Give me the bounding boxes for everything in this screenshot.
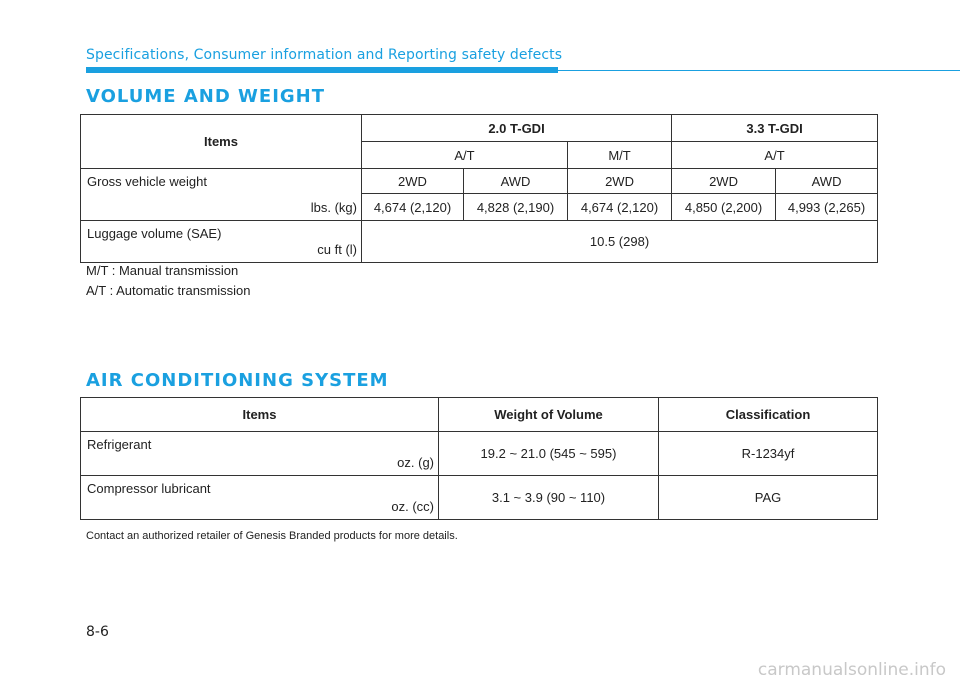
engine-header-3-3: 3.3 T-GDI (672, 115, 878, 142)
gross-weight-row-label (81, 169, 362, 221)
table-cell: 4,993 (2,265) (776, 194, 878, 221)
table-cell: PAG (659, 476, 878, 520)
header-rule-thin (558, 70, 960, 71)
table-cell: 10.5 (298) (362, 221, 878, 263)
transmission-header: M/T (568, 142, 672, 169)
drive-header: AWD (464, 169, 568, 194)
engine-header-2-0: 2.0 T-GDI (362, 115, 672, 142)
drive-header: 2WD (672, 169, 776, 194)
row-label-text: Refrigerant (87, 437, 152, 452)
note-automatic-transmission: A/T : Automatic transmission (86, 283, 251, 298)
items-header: Items (81, 115, 362, 169)
drive-header: 2WD (568, 169, 672, 194)
compressor-lubricant-row-label (81, 476, 439, 520)
table-cell: 19.2 ~ 21.0 (545 ~ 595) (439, 432, 659, 476)
transmission-header: A/T (672, 142, 878, 169)
table-cell: R-1234yf (659, 432, 878, 476)
drive-header: AWD (776, 169, 878, 194)
watermark-text: carmanualsonline.info (757, 660, 946, 680)
volume-weight-title: VOLUME AND WEIGHT (86, 86, 326, 107)
items-header: Items (81, 398, 439, 432)
air-conditioning-title: AIR CONDITIONING SYSTEM (86, 370, 389, 391)
table-cell: 4,674 (2,120) (568, 194, 672, 221)
table-cell: 4,828 (2,190) (464, 194, 568, 221)
weight-header: Weight of Volume (439, 398, 659, 432)
page-number: 8-6 (86, 624, 109, 640)
table-cell: 3.1 ~ 3.9 (90 ~ 110) (439, 476, 659, 520)
row-unit-text: lbs. (kg) (310, 200, 357, 215)
row-label-text: Gross vehicle weight (87, 174, 207, 189)
air-conditioning-table (80, 397, 878, 520)
luggage-volume-row-label (81, 221, 362, 263)
row-unit-text: oz. (cc) (391, 499, 434, 514)
row-label-text: Compressor lubricant (87, 481, 211, 496)
section-header-title: Specifications, Consumer information and Reporting safety defects (86, 47, 563, 63)
retailer-footnote: Contact an authorized retailer of Genesis Branded products for more details. (86, 530, 458, 542)
volume-weight-table (80, 114, 878, 263)
drive-header: 2WD (362, 169, 464, 194)
header-rule-thick (86, 67, 558, 73)
transmission-header: A/T (362, 142, 568, 169)
row-label-text: Luggage volume (SAE) (87, 226, 222, 241)
note-manual-transmission: M/T : Manual transmission (86, 263, 239, 278)
table-cell: 4,674 (2,120) (362, 194, 464, 221)
row-unit-text: cu ft (l) (317, 242, 357, 257)
row-unit-text: oz. (g) (397, 455, 434, 470)
refrigerant-row-label (81, 432, 439, 476)
table-cell: 4,850 (2,200) (672, 194, 776, 221)
classification-header: Classification (659, 398, 878, 432)
